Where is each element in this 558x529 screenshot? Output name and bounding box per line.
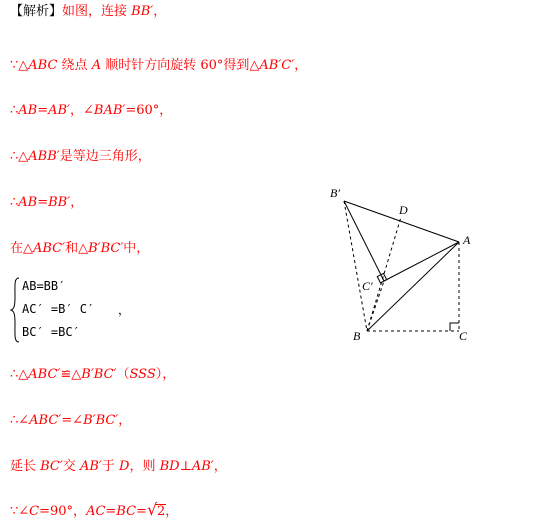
label-b-prime: B′ — [330, 186, 340, 200]
right-angle-marker-c — [450, 323, 459, 331]
segment-c-prime-a — [384, 242, 459, 281]
line-7: ∴△ABC′≌△B′BC′（SSS）， — [10, 367, 176, 382]
label-b: B — [353, 329, 361, 343]
segment-a-b — [367, 242, 459, 331]
left-brace-icon — [10, 277, 20, 343]
sqrt-radicand: 2 — [156, 504, 166, 519]
system-row-3: BC′ =BC′ — [22, 325, 80, 339]
system-row-1: AB=BB′ — [22, 279, 66, 293]
line-6: 在△ABC′和△B′BC′中， — [10, 241, 150, 256]
system-comma: ， — [118, 303, 131, 317]
geometry-figure — [320, 180, 480, 350]
sqrt-bar — [155, 504, 166, 505]
line-2: ∵△ABC 绕点 A 顺时针方向旋转 60°得到△AB′C′， — [10, 58, 308, 73]
system-row-2: AC′ =B′ C′ — [22, 302, 95, 316]
line-3: ∴AB=AB′，∠BAB′=60°， — [10, 103, 173, 118]
line-10: ∵∠C=90°，AC=BC= √ 2， — [10, 500, 179, 519]
segment-b-b-prime — [344, 201, 367, 331]
line-9: 延长 BC′交 AB′于 D，则 BD⊥AB′， — [10, 459, 227, 474]
right-angle-marker-c-prime — [377, 273, 386, 282]
line-4: ∴△ABB′是等边三角形， — [10, 149, 151, 164]
label-d: D — [399, 203, 408, 217]
label-c-prime: C′ — [362, 279, 373, 293]
line-8: ∴∠ABC′=∠B′BC′， — [10, 413, 132, 428]
line-1: 【解析】如图，连接 BB′， — [10, 4, 167, 19]
label-c: C — [459, 329, 468, 343]
label-a: A — [463, 233, 471, 247]
sqrt-icon: √ — [146, 500, 158, 519]
analysis-tag: 【解析】 — [10, 4, 63, 19]
sqrt-expression — [146, 500, 166, 521]
line-5: ∴AB=BB′， — [10, 195, 84, 210]
